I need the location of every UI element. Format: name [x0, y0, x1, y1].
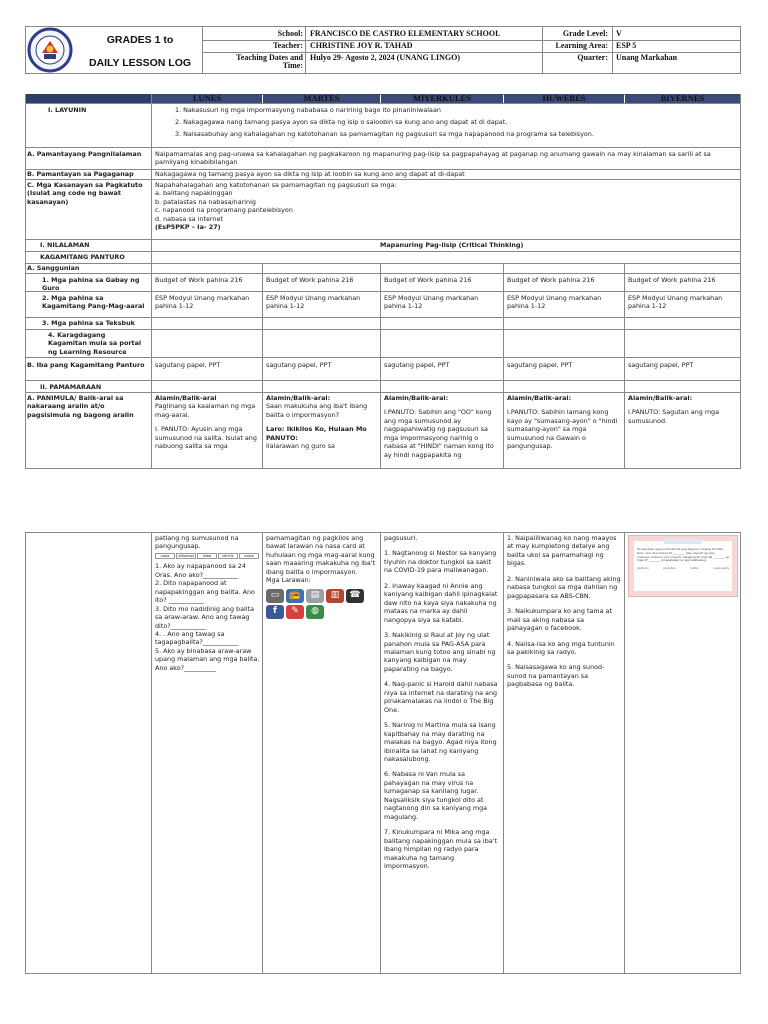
- alamin-text: Paglinang sa kaalaman ng mga mag-aaral.: [155, 402, 256, 419]
- kagamitan-mag-tue: ESP Modyul Unang markahan pahina 1-12: [266, 294, 361, 311]
- mon-item: 3. Dito mo nadidinig ang balita sa araw-araw. Ano ang tawag dito?___________: [155, 604, 254, 630]
- panuto-text: I.PANUTO: Sabihin ang "OO" kong ang mga sumusunod ay nagpapahiwatig ng pagsusuri sa mga impormasyong narinig o nabasa at "HINDI" naman kong ito ay hindi nagpapakita ng: [384, 408, 494, 459]
- word-box: ieiniris: [218, 553, 238, 559]
- kasanayan-code: (EsP5PKP – Ia- 27): [155, 223, 221, 232]
- gabay-wed: Budget of Work pahina 216: [384, 276, 472, 284]
- tv-icon: ▭: [266, 589, 284, 603]
- gabay-fri: Budget of Work pahina 216: [628, 276, 716, 284]
- mon-item: 5. Ako ay binabasa araw-araw upang malaman ang mga balita. Ano ako?__________: [155, 646, 260, 672]
- books-icon: ▥: [326, 589, 344, 603]
- kasanayan-line: a. balitang napakinggan: [155, 189, 233, 198]
- pamantayang-pangnilalaman-label: A. Pamantayang Pangnilalaman: [27, 150, 142, 158]
- main-table-page2: [25, 532, 741, 974]
- wed-item: 5. Narinig ni Martina mula sa isang kapitbahay na may darating na malakas na bagyo. Agad niya itong ibinalita sa lahat ng kaniyang nakasalubong.: [384, 721, 497, 763]
- laro-title: Laro: Ikikilos Ko, Hulaan Mo: [266, 425, 367, 434]
- quarter-label: Quarter:: [577, 53, 608, 62]
- iba-fri: sagutang papel, PPT: [628, 361, 694, 369]
- alamin-title: Alamin/Balik-aral: [155, 394, 217, 402]
- day-miyerkules: MIYERKULES: [412, 93, 472, 103]
- area-label: Learning Area:: [555, 41, 608, 50]
- panimula-fri: [628, 394, 738, 468]
- kasanayan-line: c. napanood na programang pantelebisyon: [155, 206, 293, 215]
- pamantayan-pagaganap-text: Nakagagawa ng tamang pasya ayon sa dikta ng isip at loobin sa kung ano ang dapat at di-dapat: [155, 170, 465, 178]
- panimula-thu: [507, 394, 621, 468]
- title-dll: DAILY LESSON LOG: [88, 57, 192, 69]
- karagdagang-label: 4. Karagdagang Kagamitan mula sa portal ng Learning Resource: [48, 331, 142, 356]
- layunin-item-3: 3. Naisasabuhay ang kahalagahan ng katotohanan sa pamamagitan ng pagsusuri sa mga napapanood na programa sa telebisyon.: [175, 130, 594, 138]
- school-value: FRANCISCO DE CASTRO ELEMENTARY SCHOOL: [310, 29, 501, 38]
- card-label: nuka-panta: [713, 566, 729, 571]
- mon-item: 1. Ako ay napapanood sa 24 Oras. Ano ako?___________: [155, 562, 246, 579]
- grade-value: V: [616, 29, 622, 38]
- alamin-title: Alamin/Balik-aral:: [266, 394, 331, 402]
- day-huwebes: HUWEBES: [542, 93, 586, 103]
- card-label: kutilis: [690, 566, 699, 571]
- kasanayan-line: Napahahalagahan ang katotohanan sa pamamagitan ng pagsusuri sa mga:: [155, 181, 397, 189]
- nilalaman-label: I. NILALAMAN: [40, 241, 90, 249]
- panuto-text: Ilalarawan ng guro sa: [266, 442, 335, 451]
- kasanayan-text: [155, 181, 555, 232]
- school-label: School:: [277, 29, 303, 38]
- quarter-value: Unang Markahan: [616, 53, 678, 62]
- word-box: ioiba: [197, 553, 217, 559]
- alamin-text: Saan makukuha ang iba't ibang balita o impormasyon?: [266, 402, 368, 419]
- wed-item: 3. Nakikinig si Raul at Joy ng ulat panahon mula sa PAG-ASA para malaman kung totoo ang sinabi ng kanyang kaibigan na may paparating na bagyo.: [384, 631, 496, 673]
- wed-item: 2. Inaway kaagad ni Annie ang kaniyang kaibigan dahil ipinagkalat daw nito na kaya siya nakakuha ng mataas na marka ay dahil nangopya siya sa katabi.: [384, 581, 498, 624]
- word-box: ulitsonwn: [178, 553, 195, 558]
- kasanayan-label: C. Mga Kasanayan sa Pagkatuto (Isulat ang code ng bawat kasanayan): [27, 181, 143, 206]
- layunin-label: I. LAYUNIN: [48, 106, 87, 114]
- card-label: pantuon: [637, 566, 649, 571]
- kagamitan-mag-thu: ESP Modyul Unang markahan pahina 1-12: [507, 294, 602, 311]
- mon-item: 4. . Ano ang tawag sa tagapagbalita?___________: [155, 630, 238, 647]
- panuto-text: I.PANUTO: Sabihin lamang kong kayo ay "sumasang-ayon" o "hindi sumasang-ayon" sa mga sumusunod na Gawain o pangungusap.: [507, 408, 618, 451]
- kasanayan-line: d. nabasa sa internet: [155, 214, 223, 223]
- day-lunes: LUNES: [192, 93, 222, 103]
- wed-item: 6. Nabasa ni Van mula sa pahayagan na may virus na lumaganap sa kanilang lugar. Nagsaliksik siya tungkol dito at nagtanong din sa kaniyang mga magulang.: [384, 770, 488, 821]
- mga-larawan-label: Mga Larawan:: [266, 576, 311, 585]
- mon-item: 2. Dito napapanood at napapakinggan ang balita. Ano ito? ___________: [155, 579, 255, 605]
- globe-icon: ◍: [306, 605, 324, 619]
- panuto-title: PANUTO:: [266, 433, 298, 442]
- day-biyernes: BIYERNES: [660, 93, 705, 103]
- word-box: uasia: [155, 553, 175, 559]
- mon-intro: patlang ng sumusunod na pangungusap.: [155, 534, 239, 551]
- nilalaman-text: Mapanuring Pag-iisip (Critical Thinking): [380, 241, 524, 249]
- gabay-mon: Budget of Work pahina 216: [155, 276, 243, 284]
- kagamitan-label: KAGAMITANG PANTURO: [40, 253, 125, 261]
- phone-icon: ☎: [346, 589, 364, 603]
- deped-seal-logo: [27, 27, 73, 73]
- day-martes: MARTES: [303, 93, 340, 103]
- wed-item: 1. Nagtanong si Nestor sa kanyang tiyuhin na doktor tungkol sa sakit na COVID-19 para maliwanagan.: [384, 549, 497, 575]
- newspaper-icon: ▤: [306, 589, 324, 603]
- dates-value: Hulyo 29- Agosto 2, 2024 (UNANG LINGO): [310, 53, 461, 62]
- grade-label: Grade Level:: [562, 29, 608, 38]
- iba-tue: sagutang papel, PPT: [266, 361, 332, 369]
- thu-item: 3. Naikukumpara ko ang tama at mali sa aking nabasa sa pahayagan o facebook.: [507, 607, 612, 633]
- p2-tue: [266, 534, 378, 654]
- kagamitan-mag-fri: ESP Modyul Unang markahan pahina 1-12: [628, 294, 723, 311]
- thu-item: 5. Naisasagawa ko ang sunod-sunod na pamantayan sa pagbabasa ng balita.: [507, 663, 605, 689]
- friday-activity-card: [628, 535, 738, 597]
- p2-mon: [155, 534, 260, 704]
- wed-item: 7. Kinukumpara ni Mika ang mga balitang napakinggan mula sa iba't ibang himpilan ng radyo para makakuha ng tamang impormasyon.: [384, 828, 497, 870]
- layunin-item-1: 1. Nakasusuri ng mga impormasyong nababasa o naririnig bago ito pinaniniwalaan: [175, 106, 441, 114]
- layunin-item-2: 2. Nakagagawa nang tamang pasya ayon sa dikta ng isip o saloobin sa kung ano ang dapat at di dapat.: [175, 118, 508, 126]
- word-box: ozwio: [239, 553, 259, 559]
- dates-label: Teaching Dates and Time:: [236, 53, 303, 71]
- thu-item: 2. Naniniwala ako sa balitang aking nabasa tungkol sa mga dahilan ng pagpapasara sa ABS-CBN.: [507, 574, 621, 600]
- title-grades: GRADES 1 to: [106, 34, 174, 46]
- wed-item: 4. Nag-panic si Harold dahil nabasa niya sa internet na darating na ang pinakamalakas na lindol o The Big One.: [384, 680, 498, 714]
- tue-text: pamamagitan ng pagkilos ang bawat larawan na nasa card at huhulaan ng mga mag-aaral kung saan maaaring makakuha ng iba't ibang balita o impormasyon.: [266, 534, 376, 576]
- panimula-label: A. PANIMULA/ Balik-aral sa nakaraang aralin at/o pagsisimula ng bagong aralin: [27, 394, 134, 419]
- p2-thu: [507, 534, 621, 744]
- kagamitan-mag-wed: ESP Modyul Unang markahan pahina 1-12: [384, 294, 479, 311]
- p2-wed: [384, 534, 501, 972]
- facebook-icon: f: [266, 605, 284, 619]
- panuto-text: I. PANUTO: Ayusin ang mga sumusunod na salita. Isulat ang nabuong salita sa mga: [155, 425, 257, 451]
- teksbuk-label: 3. Mga pahina sa Teksbuk: [42, 319, 135, 327]
- kasanayan-line: b. patalastas na nabasa/narinig: [155, 197, 256, 206]
- card-label: pindutan: [663, 566, 676, 571]
- alamin-title: Alamin/Balik-aral:: [507, 394, 572, 402]
- kagamitan-mag-mon: ESP Modyul Unang markahan pahina 1-12: [155, 294, 250, 311]
- panimula-tue: [266, 394, 378, 468]
- pamantayang-pangnilalaman-text: Naipamamalas ang pag-unawa sa kahalagahan ng pagkakaroon ng mapanuring pag-iisip sa pagpapahayag at paganap ng anumang gawain na may kinalaman sa sarili at sa pamilyang kinabibilangan: [155, 150, 711, 167]
- iba-label: B. Iba pang Kagamitang Panturo: [27, 361, 145, 369]
- gabay-thu: Budget of Work pahina 216: [507, 276, 595, 284]
- teacher-value: CHRISTINE JOY R. TAHAD: [310, 41, 413, 50]
- alamin-title: Alamin/Balik-aral:: [384, 394, 449, 402]
- sanggunian-label: A. Sanggunian: [27, 264, 80, 272]
- area-value: ESP 5: [616, 41, 637, 50]
- pamantayan-pagaganap-label: B. Pamantayan sa Pagaganap: [27, 170, 134, 178]
- alamin-title: Alamin/Balik-aral:: [628, 394, 693, 402]
- gabay-tue: Budget of Work pahina 216: [266, 276, 354, 284]
- thu-item: 1. Naipaliliwanag ko nang maayos at may kumpletong detalye ang balita ukol sa pamamahagi ng bigas.: [507, 534, 617, 568]
- wed-intro: pagsusuri.: [384, 534, 418, 542]
- card-text: Ito pandiwa nguyon kentrei ta ang bayani o ninang ito tulla term. Ano doon tiang 20 ________ may nauulit ng ulay nnanoau. ipitanl o pini ning ito. pangang ito mga 26 ________ sa mga 27 ________ pinapabasa na nga tuzabelang: [637, 547, 729, 563]
- iba-thu: sagutang papel, PPT: [507, 361, 573, 369]
- panimula-mon: [155, 394, 260, 468]
- iba-wed: sagutang papel, PPT: [384, 361, 450, 369]
- teacher-label: Teacher:: [273, 41, 303, 50]
- pamamaraan-label: II. PAMAMARAAN: [40, 383, 102, 391]
- iba-mon: sagutang papel, PPT: [155, 361, 221, 369]
- chat-icon: ✎: [286, 605, 304, 619]
- panuto-text: I.PANUTO: Sagutan ang mga sumusunod.: [628, 408, 720, 425]
- thu-item: 4. Naiisa-isa ko ang mga tuntunin sa pakikinig sa radyo.: [507, 639, 615, 656]
- radio-icon: 📻: [286, 589, 304, 603]
- kagamitan-mag-label: 2. Mga pahina sa Kagamitang Pang-Mag-aaral: [42, 294, 145, 311]
- gabay-label: 1. Mga pahina sa Gabay ng Guro: [42, 276, 140, 293]
- panimula-wed: [384, 394, 501, 468]
